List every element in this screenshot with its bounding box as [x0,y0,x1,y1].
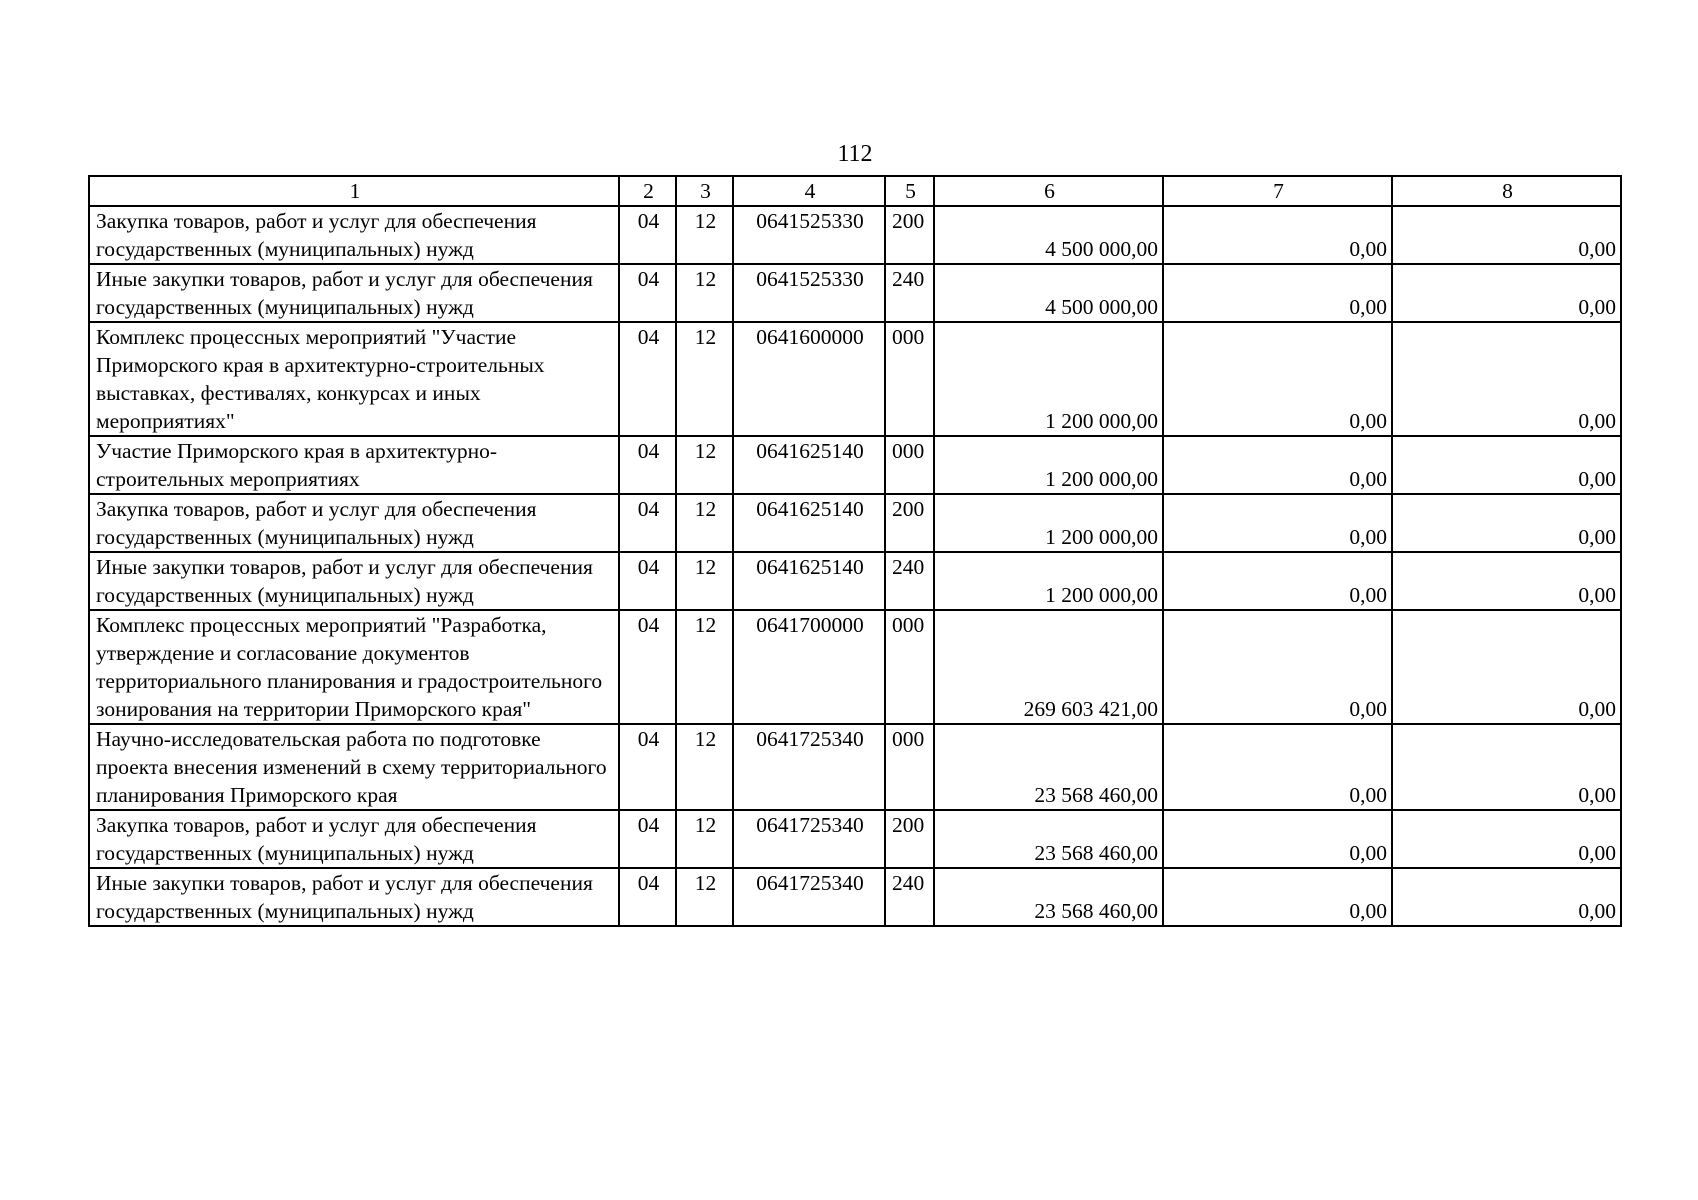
row-expense-type: 000 [885,610,934,724]
row-subsection: 12 [676,264,733,322]
row-expense-type: 000 [885,322,934,436]
row-subsection: 12 [676,868,733,926]
row-target-code: 0641625140 [733,494,885,552]
row-section: 04 [619,264,676,322]
row-subsection: 12 [676,610,733,724]
row-section: 04 [619,868,676,926]
row-target-code: 0641600000 [733,322,885,436]
budget-table [88,175,1622,927]
row-subsection: 12 [676,494,733,552]
row-name: Закупка товаров, работ и услуг для обеспечения государственных (муниципальных) нужд [89,494,619,552]
row-amount-6: 1 200 000,00 [934,552,1163,610]
row-expense-type: 240 [885,264,934,322]
row-target-code: 0641625140 [733,552,885,610]
row-target-code: 0641525330 [733,264,885,322]
row-amount-8: 0,00 [1392,494,1621,552]
row-amount-7: 0,00 [1163,494,1392,552]
row-amount-6: 1 200 000,00 [934,322,1163,436]
row-name: Иные закупки товаров, работ и услуг для обеспечения государственных (муниципальных) нужд [89,868,619,926]
row-amount-8: 0,00 [1392,868,1621,926]
row-amount-8: 0,00 [1392,322,1621,436]
row-amount-6: 23 568 460,00 [934,868,1163,926]
row-section: 04 [619,552,676,610]
row-amount-6: 1 200 000,00 [934,494,1163,552]
header-col-3: 3 [676,176,733,206]
row-amount-6: 23 568 460,00 [934,724,1163,810]
header-col-4: 4 [733,176,885,206]
row-subsection: 12 [676,436,733,494]
table-row [89,206,1621,264]
row-target-code: 0641525330 [733,206,885,264]
row-target-code: 0641625140 [733,436,885,494]
row-amount-8: 0,00 [1392,264,1621,322]
table-row [89,494,1621,552]
row-target-code: 0641725340 [733,810,885,868]
row-name: Научно-исследовательская работа по подготовке проекта внесения изменений в схему территориального планирования Приморского края [89,724,619,810]
row-name: Комплекс процессных мероприятий "Разработка, утверждение и согласование документов территориального планирования и градостроительного зонирования на территории Приморского края" [89,610,619,724]
row-expense-type: 240 [885,868,934,926]
row-section: 04 [619,206,676,264]
row-section: 04 [619,610,676,724]
row-amount-8: 0,00 [1392,206,1621,264]
row-subsection: 12 [676,322,733,436]
row-amount-8: 0,00 [1392,610,1621,724]
row-expense-type: 200 [885,810,934,868]
header-col-8: 8 [1392,176,1621,206]
row-expense-type: 240 [885,552,934,610]
table-row [89,810,1621,868]
row-subsection: 12 [676,724,733,810]
row-amount-7: 0,00 [1163,868,1392,926]
row-section: 04 [619,494,676,552]
row-amount-7: 0,00 [1163,724,1392,810]
row-name: Участие Приморского края в архитектурно-строительных мероприятиях [89,436,619,494]
row-amount-8: 0,00 [1392,810,1621,868]
row-expense-type: 000 [885,724,934,810]
table-row [89,868,1621,926]
row-subsection: 12 [676,552,733,610]
row-amount-8: 0,00 [1392,436,1621,494]
row-subsection: 12 [676,206,733,264]
row-amount-6: 1 200 000,00 [934,436,1163,494]
row-name: Иные закупки товаров, работ и услуг для обеспечения государственных (муниципальных) нужд [89,552,619,610]
row-amount-6: 4 500 000,00 [934,206,1163,264]
row-expense-type: 200 [885,494,934,552]
row-amount-8: 0,00 [1392,552,1621,610]
row-amount-6: 4 500 000,00 [934,264,1163,322]
header-col-6: 6 [934,176,1163,206]
row-expense-type: 200 [885,206,934,264]
row-name: Закупка товаров, работ и услуг для обеспечения государственных (муниципальных) нужд [89,206,619,264]
row-target-code: 0641725340 [733,724,885,810]
row-section: 04 [619,810,676,868]
table-row [89,322,1621,436]
row-amount-7: 0,00 [1163,552,1392,610]
row-amount-7: 0,00 [1163,810,1392,868]
row-amount-6: 23 568 460,00 [934,810,1163,868]
row-subsection: 12 [676,810,733,868]
table-row [89,610,1621,724]
row-name: Закупка товаров, работ и услуг для обеспечения государственных (муниципальных) нужд [89,810,619,868]
row-name: Комплекс процессных мероприятий "Участие Приморского края в архитектурно-строительных выставках, фестивалях, конкурсах и иных мероприятиях" [89,322,619,436]
row-expense-type: 000 [885,436,934,494]
header-row [89,176,1621,206]
header-col-1: 1 [89,176,619,206]
row-amount-7: 0,00 [1163,322,1392,436]
table-row [89,724,1621,810]
row-amount-7: 0,00 [1163,206,1392,264]
row-section: 04 [619,322,676,436]
row-amount-7: 0,00 [1163,264,1392,322]
row-amount-6: 269 603 421,00 [934,610,1163,724]
table-row [89,552,1621,610]
row-amount-7: 0,00 [1163,610,1392,724]
page-number: 112 [837,141,873,167]
table-row [89,264,1621,322]
header-col-5: 5 [885,176,934,206]
row-name: Иные закупки товаров, работ и услуг для обеспечения государственных (муниципальных) нужд [89,264,619,322]
row-amount-7: 0,00 [1163,436,1392,494]
row-target-code: 0641700000 [733,610,885,724]
row-amount-8: 0,00 [1392,724,1621,810]
table-row [89,436,1621,494]
row-section: 04 [619,436,676,494]
header-col-2: 2 [619,176,676,206]
header-col-7: 7 [1163,176,1392,206]
row-target-code: 0641725340 [733,868,885,926]
row-section: 04 [619,724,676,810]
